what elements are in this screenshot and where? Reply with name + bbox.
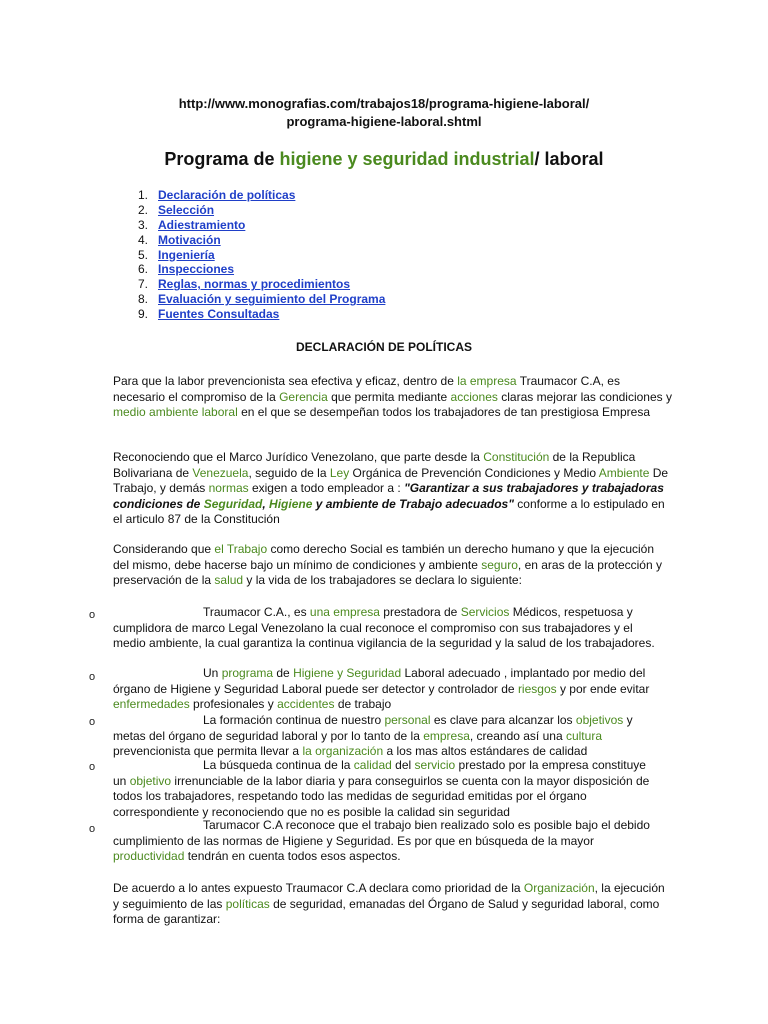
text-run: y por ende evitar (556, 681, 650, 696)
bullet-marker: o (89, 609, 96, 621)
inline-link[interactable]: acciones (450, 389, 498, 404)
text-run: claras mejorar las condiciones y (497, 389, 672, 404)
source-url-line-2: programa-higiene-laboral.shtml (286, 114, 482, 129)
inline-link[interactable]: Organización (523, 881, 595, 895)
toc-link-ingenieria[interactable]: Ingeniería (158, 247, 215, 262)
text-run: prevencionista que permita llevar a (113, 744, 303, 759)
text-run: de (273, 666, 294, 680)
paragraph (113, 374, 673, 421)
text-run: "Garantizar a sus trabajadores y trabajadoras condiciones de (113, 481, 664, 511)
text-run: prestado por la empresa constituye un (113, 758, 646, 788)
bullet-marker: o (89, 716, 96, 728)
text-run: es clave para alcanzar los (430, 713, 576, 727)
inline-link[interactable]: la organización (302, 744, 384, 759)
text-run: exigen a todo empleador a : (248, 481, 405, 496)
text-run: Orgánica de Prevención Condiciones y Medio (349, 465, 599, 480)
text-run: como derecho Social es también un derecho humano y que la ejecución del mismo, debe hacerse bajo un mínimo de condiciones y ambiente (113, 542, 655, 572)
text-run: Traumacor C.A., es (203, 605, 310, 619)
text-run: en el que se desempeñan todos los trabajadores de tan prestigiosa Empresa (237, 405, 651, 420)
inline-link[interactable]: accidentes (277, 697, 335, 712)
inline-link[interactable]: Higiene (269, 496, 313, 511)
text-run: Médicos, respetuosa y cumplidora de marco Legal Venezolano la cual reconoce el compromiso con sus trabajadores y el medio ambiente, la cual garantiza la continua vigilancia de la seguridad y la salud de los trabajadores. (113, 605, 655, 651)
text-run: que permita mediante (327, 389, 451, 404)
text-run: , seguido de la (248, 465, 330, 480)
toc-link-declaracion[interactable]: Declaración de políticas (158, 188, 296, 202)
inline-link[interactable]: calidad (353, 758, 392, 772)
source-url-line-1: http://www.monografias.com/trabajos18/programa-higiene-laboral/ (178, 96, 590, 111)
inline-link[interactable]: Ley (329, 465, 350, 480)
title-part-3: / laboral (534, 149, 604, 169)
text-run: prestadora de (379, 605, 461, 619)
text-run: a los mas altos estándares de calidad (383, 744, 588, 759)
inline-link[interactable]: objetivo (129, 773, 172, 788)
list-item (113, 713, 658, 760)
inline-link[interactable]: enfermedades (113, 697, 190, 712)
text-run: tendrán en cuenta todos esos aspectos. (184, 849, 401, 864)
toc-number: 2. (137, 202, 148, 217)
inline-link[interactable]: riesgos (517, 681, 557, 696)
text-run: y la vida de los trabajadores se declara lo siguiente: (243, 573, 522, 588)
page-title (0, 147, 768, 171)
toc-number: 4. (137, 232, 148, 247)
inline-link[interactable]: Gerencia (279, 389, 328, 404)
text-run: La formación continua de nuestro (203, 713, 385, 727)
inline-link[interactable]: una empresa (309, 605, 380, 619)
toc-link-evaluacion[interactable]: Evaluación y seguimiento del Programa (158, 292, 386, 307)
inline-link[interactable]: objetivos (575, 713, 624, 727)
toc-number: 6. (137, 262, 148, 277)
text-run: La búsqueda continua de la (203, 758, 354, 772)
toc-number: 9. (137, 307, 148, 322)
toc-link-adiestramiento[interactable]: Adiestramiento (158, 217, 246, 232)
text-run: , creando así una (469, 728, 566, 743)
inline-link[interactable]: Servicios (460, 605, 510, 619)
text-run: Reconociendo que el Marco Jurídico Venezolano, que parte desde la (113, 450, 484, 464)
text-run: de trabajo (334, 697, 392, 712)
toc-link-reglas[interactable]: Reglas, normas y procedimientos (158, 277, 351, 292)
text-run: Un (203, 666, 222, 680)
text-run: , la ejecución y seguimiento de las (113, 881, 665, 911)
inline-link[interactable]: productividad (113, 849, 185, 864)
toc-number: 7. (137, 277, 148, 292)
text-run: y metas del órgano de seguridad laboral y por lo tanto de la (113, 713, 633, 743)
list-item (113, 666, 658, 713)
toc-number: 3. (137, 217, 148, 232)
inline-link[interactable]: políticas (225, 896, 270, 911)
list-item (113, 605, 658, 652)
text-run: Considerando que (113, 542, 215, 556)
text-run: De Trabajo, y demás (113, 465, 669, 496)
list-item (113, 818, 658, 865)
text-run: Para que la labor prevencionista sea efectiva y eficaz, dentro de (113, 374, 458, 388)
inline-link[interactable]: Constitución (483, 450, 550, 464)
text-run: profesionales y (189, 697, 278, 712)
text-run: , en aras de la protección y preservación de la (113, 557, 662, 588)
inline-link[interactable]: personal (384, 713, 431, 727)
text-run: de la Republica Bolivariana de (113, 450, 636, 480)
text-run: , (262, 496, 270, 511)
bullet-marker: o (89, 823, 96, 835)
inline-link[interactable]: programa (221, 666, 274, 680)
text-run: De acuerdo a lo antes expuesto Traumacor C.A declara como prioridad de la (113, 881, 524, 895)
text-run: de seguridad, emanadas del Órgano de Salud y seguridad laboral, como forma de garantizar: (113, 896, 660, 927)
inline-link[interactable]: servicio (414, 758, 456, 772)
paragraph (113, 450, 673, 528)
inline-link[interactable]: el Trabajo (214, 542, 268, 556)
bullet-marker: o (89, 761, 96, 773)
text-run: Laboral adecuado , implantado por medio del órgano de Higiene y Seguridad Laboral puede ser detector y controlador de (113, 666, 646, 696)
title-highlight-link[interactable]: higiene y seguridad industrial (279, 149, 535, 169)
toc-link-motivacion[interactable]: Motivación (158, 232, 221, 247)
inline-link[interactable]: normas (208, 481, 249, 496)
toc-link-fuentes[interactable]: Fuentes Consultadas (158, 307, 280, 322)
text-run: Tarumacor C.A reconoce que el trabajo bien realizado solo es posible bajo el debido cumplimiento de las normas de Higiene y Seguridad. Es por que en búsqueda de la mayor (113, 818, 650, 848)
bullet-marker: o (89, 671, 96, 683)
inline-link[interactable]: cultura (565, 728, 602, 743)
text-run: irrenunciable de la labor diaria y para conseguirlos se cuenta con la mayor disposición de todos los trabajadores, respetando todo las medidas de seguridad emitidas por el órgano correspondiente y reconociendo que no es posible la calidad sin seguridad (113, 773, 650, 819)
toc-number: 5. (137, 247, 148, 262)
list-item (113, 758, 658, 820)
toc-number: 8. (137, 292, 148, 307)
inline-link[interactable]: Ambiente (598, 465, 650, 480)
inline-link[interactable]: Seguridad (203, 496, 263, 511)
section-heading: DECLARACIÓN DE POLÍTICAS (295, 340, 472, 354)
text-run: del (391, 758, 415, 772)
inline-link[interactable]: medio ambiente laboral (113, 405, 238, 420)
inline-link[interactable]: salud (214, 573, 244, 588)
closing-paragraph (113, 881, 673, 928)
toc-link-inspecciones[interactable]: Inspecciones (158, 262, 235, 277)
toc-number: 1. (137, 188, 148, 202)
title-part-1: Programa de (164, 149, 280, 169)
inline-link[interactable]: Higiene y Seguridad (293, 666, 402, 680)
inline-link[interactable]: Venezuela (192, 465, 249, 480)
inline-link[interactable]: seguro (481, 557, 518, 572)
paragraph (113, 542, 673, 589)
inline-link[interactable]: la empresa (457, 374, 517, 388)
text-run: Traumacor C.A, es necesario el compromiso de la (113, 374, 620, 404)
text-run: conforme a lo estipulado en el articulo 87 de la Constitución (113, 496, 665, 527)
inline-link[interactable]: empresa (423, 728, 470, 743)
toc-link-seleccion[interactable]: Selección (158, 202, 215, 217)
text-run: y ambiente de Trabajo adecuados" (312, 496, 514, 511)
